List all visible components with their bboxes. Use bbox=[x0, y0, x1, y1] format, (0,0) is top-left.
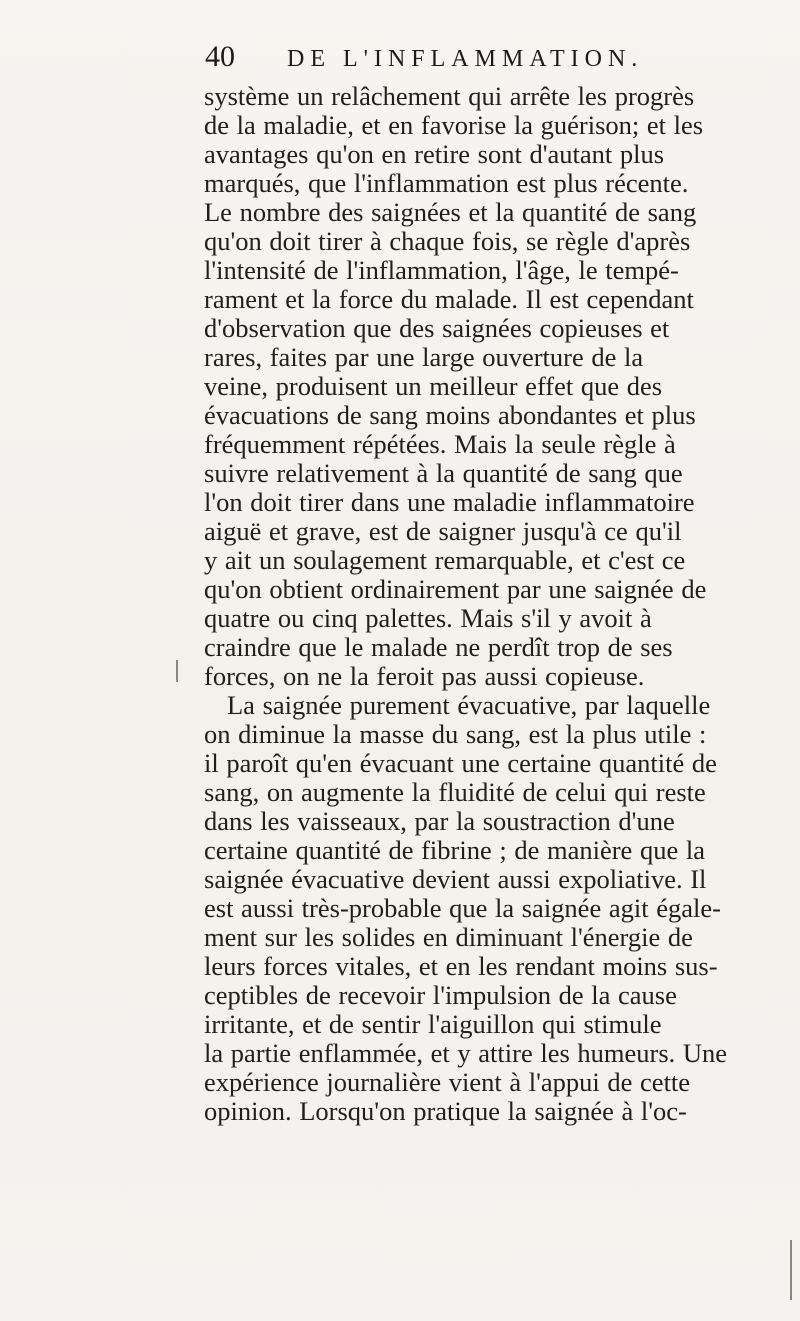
paragraph-first-line: La saignée purement évacuative, par laquelle bbox=[227, 690, 711, 720]
text-line: fréquemment répétées. Mais la seule règle à bbox=[204, 429, 676, 459]
text-line: veine, produisent un meilleur effet que des bbox=[204, 371, 663, 401]
page-edge-mark bbox=[790, 1240, 792, 1300]
text-line: évacuations de sang moins abondantes et plus bbox=[204, 400, 696, 430]
text-line: saignée évacuative devient aussi expoliative. Il bbox=[204, 864, 707, 894]
text-line: rament et la force du malade. Il est cependant bbox=[204, 284, 694, 314]
text-line: qu'on doit tirer à chaque fois, se règle d'après bbox=[204, 226, 691, 256]
text-line: de la maladie, et en favorise la guérison; et les bbox=[204, 110, 704, 140]
margin-mark bbox=[176, 660, 178, 682]
text-line: marqués, que l'inflammation est plus récente. bbox=[204, 168, 689, 198]
text-line: est aussi très-probable que la saignée agit égale- bbox=[204, 893, 721, 923]
text-line: ceptibles de recevoir l'impulsion de la cause bbox=[204, 980, 677, 1010]
text-line: dans les vaisseaux, par la soustraction d'une bbox=[204, 806, 675, 836]
text-line: d'observation que des saignées copieuses et bbox=[204, 313, 670, 343]
text-line: forces, on ne la feroit pas aussi copieuse. bbox=[204, 661, 645, 691]
page-number: 40 bbox=[205, 40, 235, 73]
text-line: Le nombre des saignées et la quantité de sang bbox=[204, 197, 697, 227]
text-line: irritante, et de sentir l'aiguillon qui stimule bbox=[204, 1009, 662, 1039]
running-head: DE L'INFLAMMATION. bbox=[287, 46, 644, 72]
text-line: y ait un soulagement remarquable, et c'est ce bbox=[204, 545, 686, 575]
text-line: certaine quantité de fibrine ; de manière que la bbox=[204, 835, 705, 865]
text-line: suivre relativement à la quantité de sang que bbox=[204, 458, 683, 488]
text-line: rares, faites par une large ouverture de la bbox=[204, 342, 644, 372]
text-line: système un relâchement qui arrête les progrès bbox=[204, 81, 695, 111]
text-line: il paroît qu'en évacuant une certaine quantité de bbox=[204, 748, 717, 778]
text-line: opinion. Lorsqu'on pratique la saignée à l'oc- bbox=[204, 1096, 687, 1126]
text-line: qu'on obtient ordinairement par une saignée de bbox=[204, 574, 707, 604]
text-line: aiguë et grave, est de saigner jusqu'à ce qu'il bbox=[204, 516, 682, 546]
text-line: on diminue la masse du sang, est la plus utile : bbox=[204, 719, 707, 749]
text-line: sang, on augmente la fluidité de celui qui reste bbox=[204, 777, 706, 807]
text-line: avantages qu'on en retire sont d'autant plus bbox=[204, 139, 665, 169]
text-line: l'intensité de l'inflammation, l'âge, le tempé- bbox=[204, 255, 679, 285]
text-line: ment sur les solides en diminuant l'énergie de bbox=[204, 922, 693, 952]
text-line: leurs forces vitales, et en les rendant moins sus- bbox=[204, 951, 718, 981]
text-line: expérience journalière vient à l'appui de cette bbox=[204, 1067, 691, 1097]
text-line: quatre ou cinq palettes. Mais s'il y avoit à bbox=[204, 603, 652, 633]
text-line: craindre que le malade ne perdît trop de ses bbox=[204, 632, 673, 662]
text-line: l'on doit tirer dans une maladie inflammatoire bbox=[204, 487, 695, 517]
text-line: la partie enflammée, et y attire les humeurs. Une bbox=[204, 1038, 728, 1068]
